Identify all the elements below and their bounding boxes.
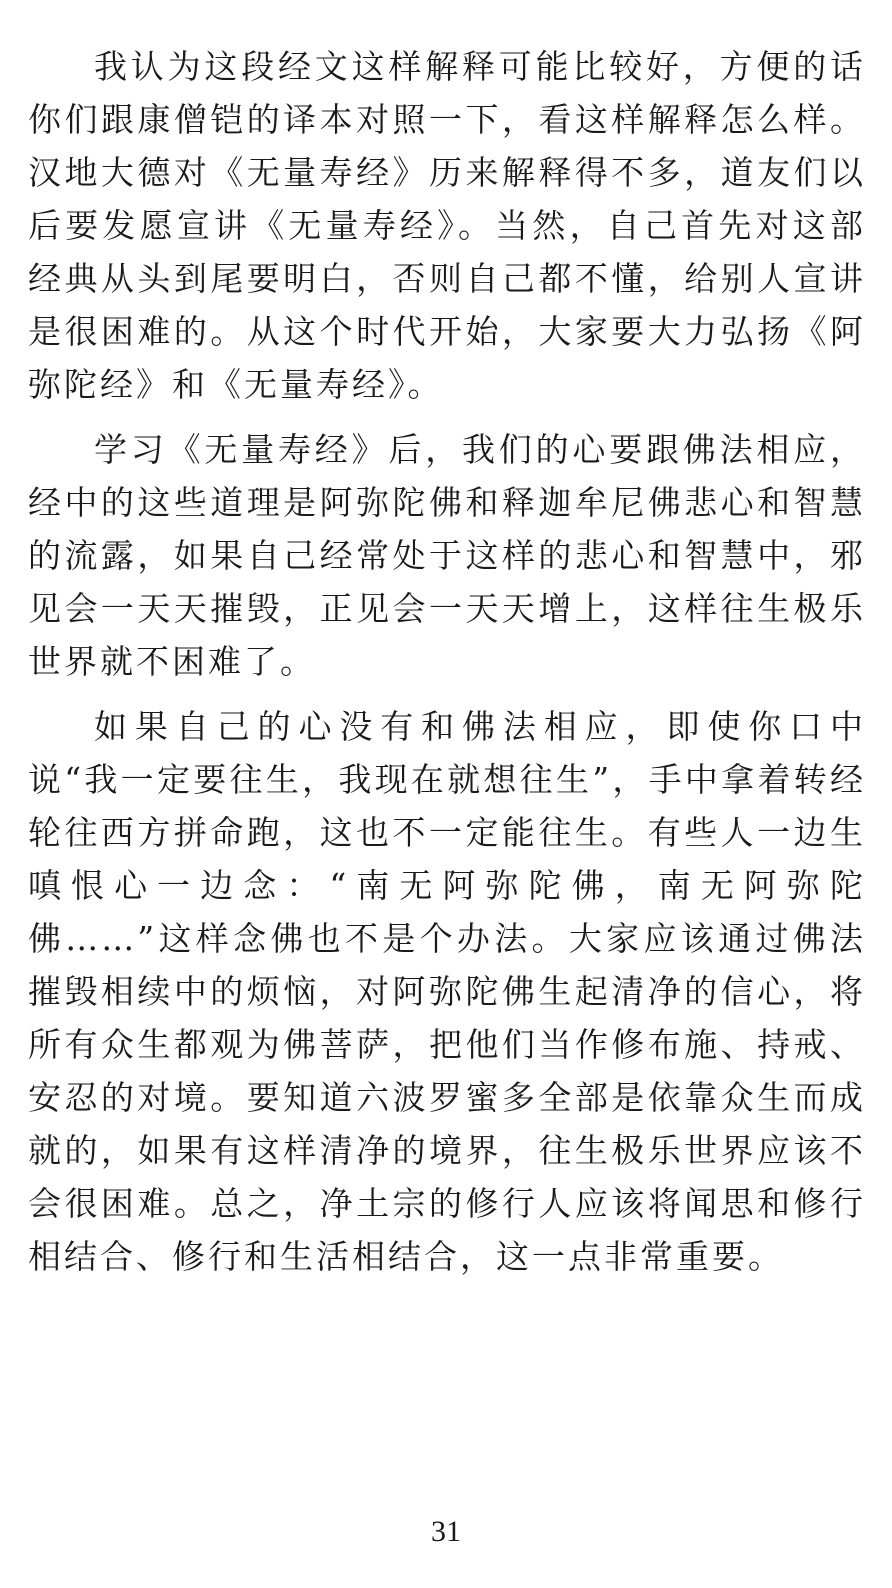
paragraph-3: 如果自己的心没有和佛法相应，即使你口中说“我一定要往生，我现在就想往生”，手中拿着转经轮往西方拼命跑，这也不一定能往生。有些人一边生嗔恨心一边念：“南无阿弥陀佛，南无阿弥陀佛……”这样念佛也不是个办法。大家应该通过佛法摧毁相续中的烦恼，对阿弥陀佛生起清净的信心，将所有众生都观为佛菩萨，把他们当作修布施、持戒、安忍的对境。要知道六波罗蜜多全部是依靠众生而成就的，如果有这样清净的境界，往生极乐世界应该不会很困难。总之，净土宗的修行人应该将闻思和修行相结合、修行和生活相结合，这一点非常重要。	[28, 707, 866, 1276]
page-number: 31	[431, 1515, 461, 1548]
page-body	[28, 40, 866, 1295]
paragraph-2: 学习《无量寿经》后，我们的心要跟佛法相应，经中的这些道理是阿弥陀佛和释迦牟尼佛悲心和智慧的流露，如果自己经常处于这样的悲心和智慧中，邪见会一天天摧毁，正见会一天天增上，这样往生极乐世界就不困难了。	[28, 430, 866, 681]
paragraph-1: 我认为这段经文这样解释可能比较好，方便的话你们跟康僧铠的译本对照一下，看这样解释怎么样。汉地大德对《无量寿经》历来解释得不多，道友们以后要发愿宣讲《无量寿经》。当然，自己首先对这部经典从头到尾要明白，否则自己都不懂，给别人宣讲是很困难的。从这个时代开始，大家要大力弘扬《阿弥陀经》和《无量寿经》。	[28, 47, 866, 404]
